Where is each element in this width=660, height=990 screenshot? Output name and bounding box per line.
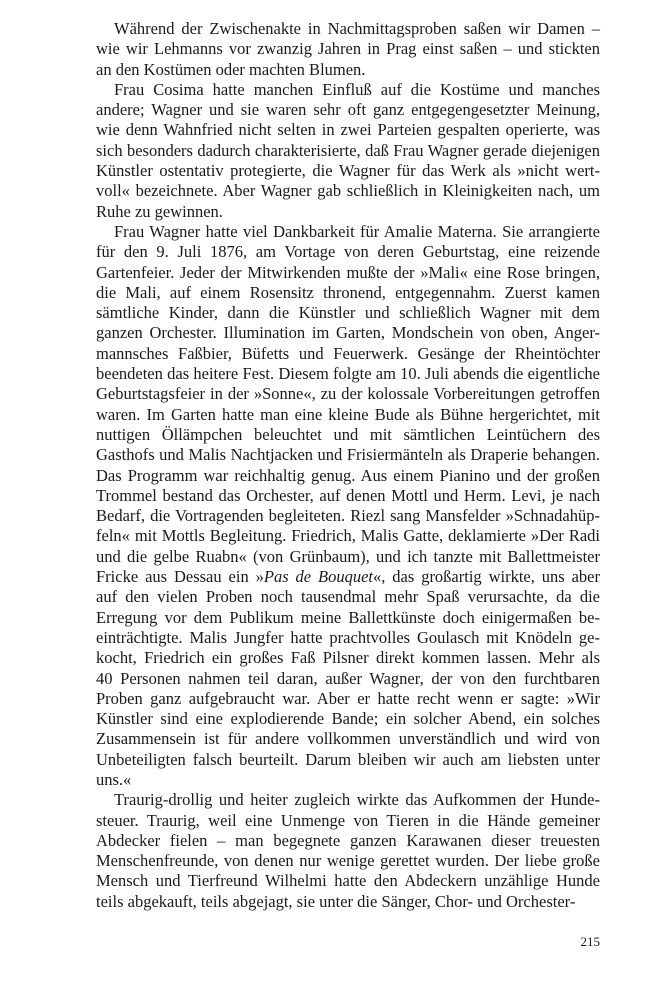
text-line: an den Kostümen oder machten Blumen.: [96, 59, 366, 79]
text-line: Gartenfeier. Jeder der Mitwirkenden mußte der »Mali« eine Rose bringen,: [96, 262, 600, 282]
text-line: Ruhe zu gewinnen.: [96, 201, 223, 221]
paragraph: [96, 80, 600, 222]
text-line: auf den vielen Proben noch tausendmal mehr Spaß verursachte, da die: [96, 587, 600, 607]
text-line: Das Programm war reichhaltig genug. Aus einem Pianino und der großen: [96, 465, 600, 485]
text-line: Menschenfreunde, von denen nur wenige gerettet wurden. Der liebe große: [96, 851, 600, 871]
text-line: teils abgekauft, teils abgejagt, sie unter die Sänger, Chor- und Orchester-: [96, 891, 576, 911]
text-line: Während der Zwischenakte in Nachmittagsproben saßen wir Damen –: [114, 19, 600, 38]
text-line: einträchtigte. Malis Jungfer hatte prachtvolles Goulasch mit Knödeln ge-: [96, 627, 600, 647]
text-line: Bedarf, die Vortragenden begleiteten. Riezl sang Mansfelder »Schnadahüp-: [96, 506, 600, 526]
text-line: für den 9. Juli 1876, am Vortage von deren Geburtstag, eine reizende: [96, 242, 600, 262]
body-text: [96, 19, 600, 912]
text-line: Mensch und Tierfreund Wilhelmi hatte den Abdeckern unzählige Hunde: [96, 871, 600, 891]
page-number: 215: [580, 934, 600, 949]
text-line: mannsches Faßbier, Büfetts und Feuerwerk. Gesänge der Rheintöchter: [96, 343, 600, 363]
text-line: und die gelbe Ruabn« (von Grünbaum), und ich tanzte mit Ballettmeister: [96, 546, 600, 566]
text-line: steuer. Traurig, weil eine Unmenge von Tieren in die Hände gemeiner: [96, 810, 600, 830]
text-line: Unbeteiligten falsch beurteilt. Darum bleiben wir auch am liebsten unter: [96, 749, 600, 769]
text-line: Künstler ostentativ protegierte, die Wagner für das Werk als »nicht wert-: [96, 161, 600, 181]
text-line: sich besonders dadurch charakterisierte, daß Frau Wagner gerade diejenigen: [96, 140, 600, 160]
paragraph: [96, 222, 600, 790]
text-line: 40 Personen nahmen teil daran, außer Wagner, der von den furchtbaren: [96, 668, 600, 688]
emphasis: Pas de Bouquet: [263, 567, 373, 587]
text-line: die Mali, auf einem Rosensitz thronend, entgegennahm. Zuerst kamen: [96, 282, 600, 302]
paragraph: [96, 790, 600, 912]
text-line: beendeten das heitere Fest. Diesem folgte am 10. Juli abends die eigentliche: [96, 364, 600, 384]
text-line: Gasthofs und Malis Nachtjacken und Frisiermänteln als Draperie behangen.: [96, 445, 600, 465]
text-line: feln« mit Mottls Begleitung. Friedrich, Malis Gatte, deklamierte »Der Radi: [96, 526, 600, 546]
text-line: Erregung vor dem Publikum meine Ballettkünste doch einigermaßen be-: [96, 607, 600, 627]
text-line: Frau Cosima hatte manchen Einfluß auf die Kostüme und manches: [114, 79, 600, 99]
text-line: Abdecker fielen – man begegnete ganzen Karawanen dieser treuesten: [96, 830, 600, 850]
text-line: Künstler sind eine explodierende Bande; ein solcher Abend, ein solches: [96, 709, 600, 729]
text-line: Geburtstagsfeier in der »Sonne«, zu der kolossale Vorbereitungen getroffen: [96, 384, 600, 404]
text-line: uns.«: [96, 769, 132, 789]
text-line: wie denn Wahnfried nicht selten in zwei Parteien gespalten operierte, was: [96, 120, 600, 140]
text-line: Traurig-drollig und heiter zugleich wirkte das Aufkommen der Hunde-: [114, 790, 600, 810]
text-line: Fricke aus Dessau ein »Pas de Bouquet«, das großartig wirkte, uns aber: [96, 567, 600, 587]
text-line: wie wir Lehmanns vor zwanzig Jahren in Prag einst saßen – und stickten: [96, 39, 600, 59]
text-line: Frau Wagner hatte viel Dankbarkeit für Amalie Materna. Sie arrangierte: [114, 221, 600, 241]
text-line: Zusammensein ist für andere vollkommen unverständlich und wird von: [96, 729, 600, 749]
text-line: andere; Wagner und sie waren sehr oft ganz entgegengesetzter Meinung,: [96, 100, 600, 120]
text-line: ganzen Orchester. Illumination im Garten, Mondschein von oben, Anger-: [96, 323, 600, 343]
text-line: kocht, Friedrich ein großes Faß Pilsner direkt kommen lassen. Mehr als: [96, 648, 600, 668]
paragraph: [96, 19, 600, 80]
text-line: Proben ganz aufgebraucht war. Aber er hatte recht wenn er sagte: »Wir: [96, 688, 600, 708]
text-line: nuttigen Öllämpchen beleuchtet und mit sämtlichen Leintüchern des: [96, 424, 600, 444]
text-line: Trommel bestand das Orchester, auf denen Mottl und Herm. Levi, je nach: [96, 485, 600, 505]
text-line: sämtliche Kinder, dann die Künstler und schließlich Wagner mit dem: [96, 303, 600, 323]
text-line: waren. Im Garten hatte man eine kleine Bude als Bühne hergerichtet, mit: [96, 404, 600, 424]
text-line: voll« bezeichnete. Aber Wagner gab schließlich in Kleinigkeiten nach, um: [96, 181, 600, 201]
